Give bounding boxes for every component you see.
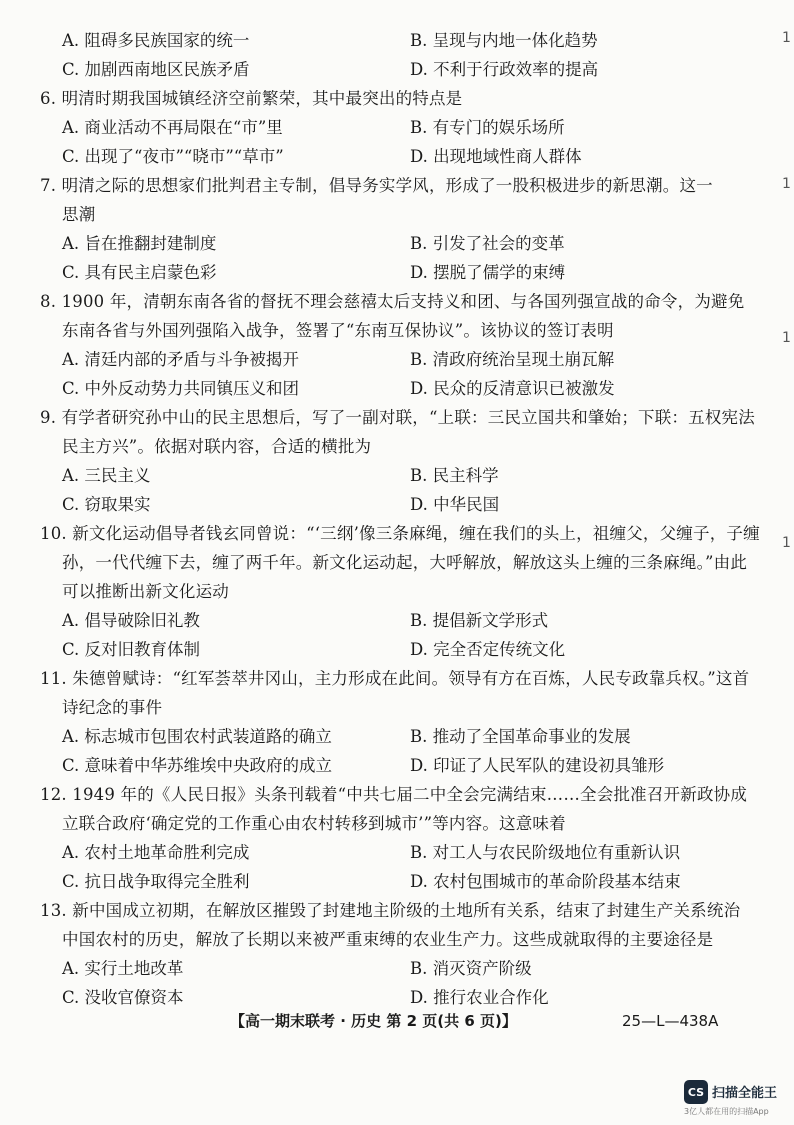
q12-option-b: B. 对工人与农民阶级地位有重新认识: [410, 843, 681, 862]
q7-option-c: C. 具有民主启蒙色彩: [62, 263, 217, 282]
exam-code: 25—L—438A: [622, 1012, 719, 1030]
q7-option-a: A. 旨在推翻封建制度: [62, 234, 217, 253]
q7-stem-line2: 思潮: [62, 205, 96, 224]
q10-option-a: A. 倡导破除旧礼教: [62, 611, 200, 630]
q9-option-c: C. 窃取果实: [62, 495, 151, 514]
q9-option-a: A. 三民主义: [62, 466, 151, 485]
q7-option-d: D. 摆脱了儒学的束缚: [410, 263, 566, 282]
q6-option-d: D. 出现地域性商人群体: [410, 147, 582, 166]
watermark-name: 扫描全能王: [712, 1086, 778, 1101]
q10-stem-line1: 10. 新文化运动倡导者钱玄同曾说：“‘三纲’像三条麻绳，缠在我们的头上，祖缠父，父缠子，子缠: [40, 524, 760, 543]
q13-stem-line2: 中国农村的历史，解放了长期以来被严重束缚的农业生产力。这些成就取得的主要途径是: [62, 930, 714, 949]
q9-stem-line1: 9. 有学者研究孙中山的民主思想后，写了一副对联，“上联：三民立国共和肇始；下联：五权宪法: [40, 408, 755, 427]
q11-option-c: C. 意味着中华苏维埃中央政府的成立: [62, 756, 333, 775]
q12-option-a: A. 农村土地革命胜利完成: [62, 843, 250, 862]
margin-mark: 1: [782, 30, 791, 46]
q11-stem-line2: 诗纪念的事件: [62, 698, 163, 717]
q11-option-d: D. 印证了人民军队的建设初具雏形: [410, 756, 665, 775]
q10-option-b: B. 提倡新文学形式: [410, 611, 549, 630]
q13-stem-line1: 13. 新中国成立初期，在解放区摧毁了封建地主阶级的土地所有关系，结束了封建生产关系统治: [40, 901, 741, 920]
margin-mark: 1: [782, 176, 791, 192]
q6-option-a: A. 商业活动不再局限在“市”里: [62, 118, 283, 137]
margin-mark: 1: [782, 535, 791, 551]
q8-option-b: B. 清政府统治呈现土崩瓦解: [410, 350, 615, 369]
q13-option-b: B. 消灭资产阶级: [410, 959, 532, 978]
q9-stem-line2: 民主方兴”。依据对联内容，合适的横批为: [62, 437, 372, 456]
q6-stem: 6. 明清时期我国城镇经济空前繁荣，其中最突出的特点是: [40, 89, 463, 108]
q6-option-c: C. 出现了“夜市”“晓市”“草市”: [62, 147, 284, 166]
q9-option-d: D. 中华民国: [410, 495, 500, 514]
q7-stem-line1: 7. 明清之际的思想家们批判君主专制，倡导务实学风，形成了一股积极进步的新思潮。这一: [40, 176, 713, 195]
q8-stem-line2: 东南各省与外国列强陷入战争，签署了“东南互保协议”。该协议的签订表明: [62, 321, 614, 340]
q5-option-a: A. 阻碍多民族国家的统一: [62, 31, 250, 50]
q10-stem-line3: 可以推断出新文化运动: [62, 582, 229, 601]
margin-mark: 1: [782, 330, 791, 346]
q12-stem-line2: 立联合政府‘确定党的工作重心由农村转移到城市’”等内容。这意味着: [62, 814, 566, 833]
q7-option-b: B. 引发了社会的变革: [410, 234, 565, 253]
q11-option-a: A. 标志城市包围农村武装道路的确立: [62, 727, 332, 746]
q5-option-c: C. 加剧西南地区民族矛盾: [62, 60, 250, 79]
q11-option-b: B. 推动了全国革命事业的发展: [410, 727, 631, 746]
q6-option-b: B. 有专门的娱乐场所: [410, 118, 565, 137]
camscanner-logo-icon: CS: [684, 1080, 708, 1104]
q5-option-d: D. 不利于行政效率的提高: [410, 60, 599, 79]
page-footer-label: 【高一期末联考 · 历史 第 2 页(共 6 页)】: [230, 1012, 517, 1030]
q10-option-d: D. 完全否定传统文化: [410, 640, 566, 659]
q11-stem-line1: 11. 朱德曾赋诗：“红军荟萃井冈山，主力形成在此间。领导有方在百炼，人民专政靠兵权。”这首: [40, 669, 750, 688]
q9-option-b: B. 民主科学: [410, 466, 499, 485]
q5-option-b: B. 呈现与内地一体化趋势: [410, 31, 598, 50]
q12-option-d: D. 农村包围城市的革命阶段基本结束: [410, 872, 681, 891]
q8-option-d: D. 民众的反清意识已被激发: [410, 379, 615, 398]
q10-stem-line2: 孙，一代代缠下去，缠了两千年。新文化运动起，大呼解放，解放这头上缠的三条麻绳。”由此: [62, 553, 748, 572]
q8-stem-line1: 8. 1900 年，清朝东南各省的督抚不理会慈禧太后支持义和团、与各国列强宣战的命令，为避免: [40, 292, 745, 311]
q12-option-c: C. 抗日战争取得完全胜利: [62, 872, 250, 891]
q8-option-c: C. 中外反动势力共同镇压义和团: [62, 379, 300, 398]
q13-option-d: D. 推行农业合作化: [410, 988, 549, 1007]
watermark-subtitle: 3亿人都在用的扫描App: [684, 1107, 769, 1116]
q10-option-c: C. 反对旧教育体制: [62, 640, 201, 659]
q12-stem-line1: 12. 1949 年的《人民日报》头条刊载着“中共七届二中全会完满结束……全会批准召开新政协成: [40, 785, 748, 804]
q13-option-a: A. 实行土地改革: [62, 959, 184, 978]
q13-option-c: C. 没收官僚资本: [62, 988, 184, 1007]
q8-option-a: A. 清廷内部的矛盾与斗争被揭开: [62, 350, 299, 369]
